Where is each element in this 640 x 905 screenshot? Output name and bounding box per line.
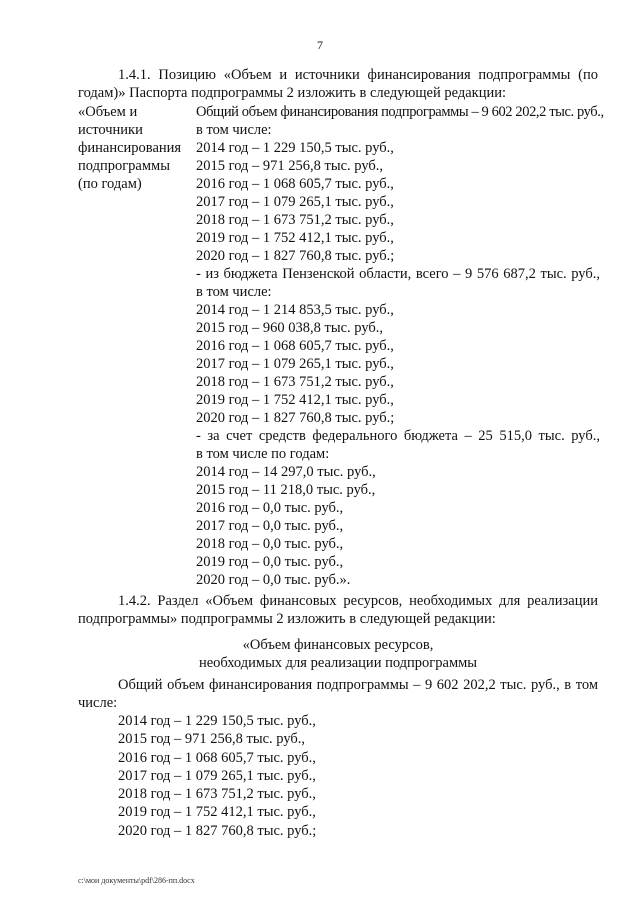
section-title (78, 636, 598, 672)
year-line: 2019 год – 1 752 412,1 тыс. руб., (118, 804, 316, 821)
total-funding-line: Общий объем финансирования подпрограммы – 9 602 202,2 тыс. руб., (196, 104, 604, 120)
label-line: подпрограммы (78, 158, 170, 174)
including-by-years-line: в том числе по годам: (196, 446, 330, 462)
document-file-path: c:\мои документы\pdf\286-пп.docx (78, 876, 195, 885)
year-line: 2020 год – 1 827 760,8 тыс. руб.; (196, 248, 395, 264)
year-line: 2017 год – 1 079 265,1 тыс. руб., (118, 767, 316, 784)
year-line: 2015 год – 971 256,8 тыс. руб., (196, 158, 384, 174)
year-line: 2019 год – 1 752 412,1 тыс. руб., (196, 230, 394, 246)
year-line: 2018 год – 1 673 751,2 тыс. руб., (196, 212, 394, 228)
including-line: в том числе: (196, 122, 272, 138)
year-line: 2019 год – 0,0 тыс. руб., (196, 554, 344, 570)
year-line: 2018 год – 1 673 751,2 тыс. руб., (196, 374, 394, 390)
label-line: «Объем и (78, 104, 138, 120)
federal-budget-heading: - за счет средств федерального бюджета – 25 515,0 тыс. руб., (196, 428, 600, 444)
label-line: финансирования (78, 140, 182, 156)
page-number: 7 (317, 38, 323, 52)
year-line: 2017 год – 1 079 265,1 тыс. руб., (196, 356, 394, 372)
label-line: источники (78, 122, 143, 138)
year-line: 2015 год – 960 038,8 тыс. руб., (196, 320, 384, 336)
regional-budget-heading: - из бюджета Пензенской области, всего – 9 576 687,2 тыс. руб., (196, 266, 600, 282)
year-line: 2014 год – 14 297,0 тыс. руб., (196, 464, 376, 480)
including-line: в том числе: (196, 284, 272, 300)
item-1-4-1-paragraph: 1.4.1. Позицию «Объем и источники финансирования подпрограммы (по годам)» Паспорта подпрограммы 2 изложить в следующей редакции: (78, 67, 598, 101)
year-line: 2020 год – 1 827 760,8 тыс. руб.; (118, 822, 317, 839)
year-line: 2016 год – 1 068 605,7 тыс. руб., (196, 176, 394, 192)
label-line: (по годам) (78, 176, 142, 192)
section-title-line: необходимых для реализации подпрограммы (198, 655, 478, 671)
year-line: 2016 год – 1 068 605,7 тыс. руб., (118, 749, 316, 766)
year-line: 2015 год – 11 218,0 тыс. руб., (196, 482, 376, 498)
item-1-4-2-paragraph: 1.4.2. Раздел «Объем финансовых ресурсов, необходимых для реализации подпрограммы» подпрограммы 2 изложить в следующей редакции: (78, 593, 598, 627)
year-line: 2014 год – 1 229 150,5 тыс. руб., (196, 140, 394, 156)
section-year-list (118, 712, 316, 840)
passport-position-label (78, 103, 188, 193)
year-line: 2017 год – 0,0 тыс. руб., (196, 518, 344, 534)
passport-position-value (196, 103, 604, 589)
year-line: 2015 год – 971 256,8 тыс. руб., (118, 731, 306, 748)
year-line: 2017 год – 1 079 265,1 тыс. руб., (196, 194, 394, 210)
year-line: 2018 год – 1 673 751,2 тыс. руб., (118, 786, 316, 803)
year-line: 2014 год – 1 214 853,5 тыс. руб., (196, 302, 394, 318)
year-line: 2016 год – 0,0 тыс. руб., (196, 500, 344, 516)
year-line: 2019 год – 1 752 412,1 тыс. руб., (196, 392, 394, 408)
section-title-line: «Объем финансовых ресурсов, (242, 637, 434, 653)
year-line: 2020 год – 1 827 760,8 тыс. руб.; (196, 410, 395, 426)
year-line: 2018 год – 0,0 тыс. руб., (196, 536, 344, 552)
year-line: 2014 год – 1 229 150,5 тыс. руб., (118, 713, 316, 729)
year-line: 2020 год – 0,0 тыс. руб.». (196, 572, 351, 588)
section-total-paragraph: Общий объем финансирования подпрограммы – 9 602 202,2 тыс. руб., в том числе: (78, 677, 598, 711)
year-line: 2016 год – 1 068 605,7 тыс. руб., (196, 338, 394, 354)
